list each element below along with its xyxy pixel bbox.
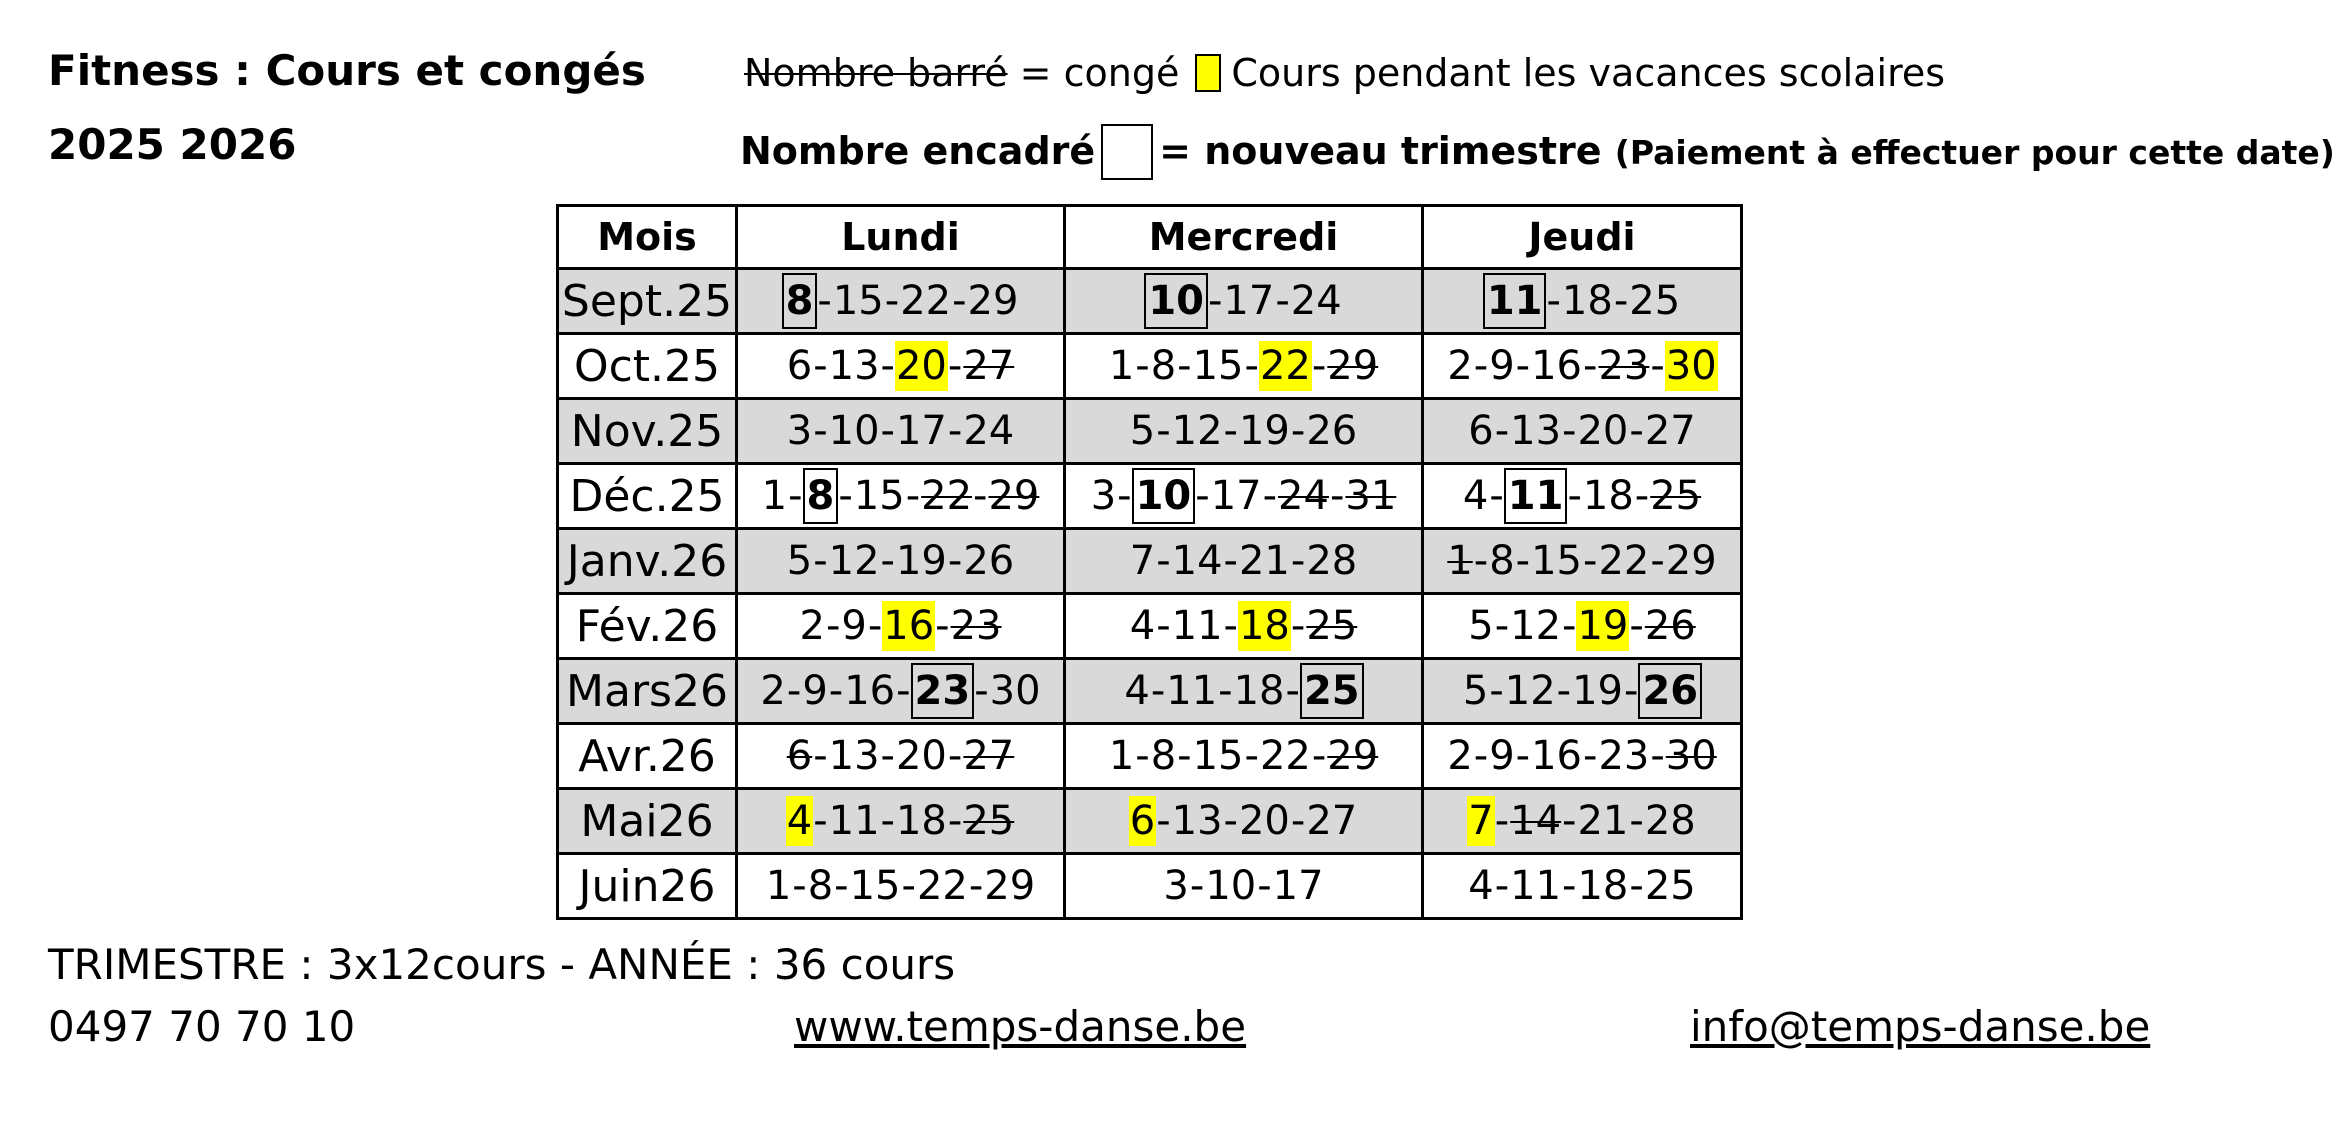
date: 17	[1223, 278, 1275, 324]
date-separator: -	[813, 538, 828, 584]
mercredi-dates-cell	[1065, 334, 1423, 399]
date-holiday-off: 29	[988, 473, 1040, 519]
date-separator: -	[1494, 863, 1510, 909]
table-row	[558, 334, 1742, 399]
date-new-trimester: 8	[782, 273, 818, 329]
date-separator: -	[1223, 538, 1238, 584]
date: 27	[1644, 408, 1696, 454]
course-calendar-table	[556, 204, 1743, 920]
jeudi-dates-cell	[1423, 399, 1742, 464]
header-jeudi: Jeudi	[1423, 206, 1742, 269]
legend-framed-meaning: = nouveau trimestre	[1159, 129, 1602, 173]
date-separator: -	[1311, 733, 1327, 779]
date: 15	[849, 863, 901, 909]
jeudi-dates-cell	[1423, 724, 1742, 789]
table-row	[558, 659, 1742, 724]
date-holiday-off: 1	[1447, 538, 1473, 584]
date-separator: -	[1515, 733, 1531, 779]
date-separator: -	[1177, 343, 1192, 389]
date: 9	[841, 603, 867, 649]
date-separator: -	[1473, 343, 1489, 389]
date-separator: -	[935, 603, 950, 649]
legend-line-holidays	[744, 51, 1946, 95]
date-separator: -	[1489, 668, 1504, 714]
date: 24	[1290, 278, 1342, 324]
date-separator: -	[1515, 343, 1531, 389]
date: 17	[895, 408, 947, 454]
date-separator: -	[1473, 538, 1489, 584]
date: 1	[761, 473, 788, 519]
mercredi-dates-cell	[1065, 529, 1423, 594]
date-separator: -	[880, 343, 895, 389]
date-separator: -	[880, 733, 895, 779]
date: 20	[1577, 408, 1629, 454]
date-separator: -	[1624, 668, 1639, 714]
date: 2	[799, 603, 825, 649]
date-separator: -	[1650, 733, 1665, 779]
jeudi-dates-cell	[1423, 529, 1742, 594]
date-separator: -	[968, 863, 984, 909]
date: 6	[1468, 408, 1494, 454]
lundi-dates-cell	[737, 594, 1065, 659]
jeudi-dates-cell	[1423, 334, 1742, 399]
month-cell: Fév.26	[558, 594, 737, 659]
date-separator: -	[974, 668, 989, 714]
date: 19	[1572, 668, 1624, 714]
date-new-trimester: 26	[1638, 663, 1702, 719]
lundi-dates-cell	[737, 529, 1065, 594]
legend-line-trimester	[740, 124, 2335, 180]
date-separator: -	[1583, 538, 1598, 584]
date-separator: -	[813, 408, 828, 454]
lundi-dates-cell	[737, 659, 1065, 724]
date-holiday-off: 24	[1278, 473, 1329, 519]
date-new-trimester: 10	[1132, 468, 1196, 524]
date-separator: -	[1629, 408, 1644, 454]
date-separator: -	[817, 278, 832, 324]
course-count-info: TRIMESTRE : 3x12cours - ANNÉE : 36 cours	[48, 940, 956, 989]
date: 24	[963, 408, 1015, 454]
date-separator: -	[1195, 473, 1210, 519]
date: 8	[1150, 733, 1177, 779]
date-separator: -	[828, 668, 844, 714]
date-separator: -	[1311, 343, 1327, 389]
date-school-vacation-class: 18	[1238, 603, 1290, 649]
date-school-vacation-class: 22	[1259, 343, 1311, 389]
date-school-vacation-class: 6	[1129, 798, 1156, 844]
date: 26	[963, 538, 1015, 584]
date-separator: -	[1629, 603, 1644, 649]
month-cell: Oct.25	[558, 334, 737, 399]
date-separator: -	[1562, 798, 1577, 844]
date: 2	[1447, 733, 1473, 779]
table-row	[558, 269, 1742, 334]
jeudi-dates-cell	[1423, 594, 1742, 659]
date-separator: -	[1613, 278, 1629, 324]
date-separator: -	[1562, 863, 1577, 909]
date: 1	[765, 863, 792, 909]
legend-holiday-swatch	[1195, 54, 1221, 92]
date: 4	[1468, 863, 1494, 909]
date: 18	[895, 798, 947, 844]
date: 16	[844, 668, 896, 714]
date-holiday-off: 22	[921, 473, 973, 519]
date-school-vacation-class: 30	[1665, 343, 1717, 389]
date: 17	[1272, 863, 1324, 909]
date: 8	[1489, 538, 1515, 584]
legend-framed-swatch	[1101, 124, 1153, 180]
date-separator: -	[1189, 863, 1205, 909]
date: 3	[1163, 863, 1189, 909]
date-separator: -	[1650, 538, 1665, 584]
phone-number: 0497 70 70 10	[48, 1002, 356, 1051]
date: 7	[1129, 538, 1156, 584]
date-separator: -	[1275, 278, 1290, 324]
date-separator: -	[947, 343, 963, 389]
date: 13	[1510, 408, 1562, 454]
date-new-trimester: 11	[1483, 273, 1547, 329]
date: 26	[1306, 408, 1358, 454]
date: 15	[1531, 538, 1582, 584]
jeudi-dates-cell	[1423, 659, 1742, 724]
date: 18	[1582, 473, 1634, 519]
date-separator: -	[1290, 408, 1306, 454]
date: 5	[1462, 668, 1489, 714]
month-cell: Mai26	[558, 789, 737, 854]
page-title: Fitness : Cours et congés	[48, 46, 646, 95]
date: 17	[1210, 473, 1262, 519]
table-row	[558, 399, 1742, 464]
date-separator: -	[1562, 408, 1577, 454]
date-separator: -	[1494, 603, 1510, 649]
date-separator: -	[884, 278, 900, 324]
month-cell: Juin26	[558, 854, 737, 919]
mercredi-dates-cell	[1065, 854, 1423, 919]
date-separator: -	[947, 408, 963, 454]
legend-payment-note: (Paiement à effectuer pour cette date)	[1614, 133, 2335, 172]
date-school-vacation-class: 19	[1577, 603, 1629, 649]
date: 1	[1108, 343, 1135, 389]
date: 28	[1306, 538, 1358, 584]
date: 15	[832, 278, 884, 324]
date: 13	[828, 733, 880, 779]
date-school-vacation-class: 7	[1468, 798, 1494, 844]
date: 13	[1171, 798, 1223, 844]
date-separator: -	[1244, 343, 1259, 389]
date-separator: -	[1494, 408, 1510, 454]
date: 14	[1171, 538, 1223, 584]
date-holiday-off: 14	[1510, 798, 1562, 844]
date-separator: -	[1135, 733, 1150, 779]
date-separator: -	[947, 733, 963, 779]
date-separator: -	[1546, 278, 1561, 324]
jeudi-dates-cell	[1423, 269, 1742, 334]
lundi-dates-cell	[737, 789, 1065, 854]
date: 29	[967, 278, 1019, 324]
date: 12	[828, 538, 880, 584]
date: 8	[1150, 343, 1177, 389]
jeudi-dates-cell	[1423, 464, 1742, 529]
date: 18	[1577, 863, 1629, 909]
date: 9	[802, 668, 828, 714]
month-cell: Mars26	[558, 659, 737, 724]
date-separator: -	[1290, 798, 1306, 844]
date: 11	[1171, 603, 1223, 649]
date-holiday-off: 29	[1327, 733, 1379, 779]
date-separator: -	[1135, 343, 1150, 389]
date-school-vacation-class: 4	[786, 798, 813, 844]
date-separator: -	[973, 473, 988, 519]
date-separator: -	[1244, 733, 1259, 779]
date: 13	[828, 343, 880, 389]
date-separator: -	[1150, 668, 1166, 714]
date-holiday-off: 25	[963, 798, 1015, 844]
month-cell: Janv.26	[558, 529, 737, 594]
date-separator: -	[905, 473, 921, 519]
lundi-dates-cell	[737, 399, 1065, 464]
date-separator: -	[952, 278, 967, 324]
date-separator: -	[1223, 408, 1238, 454]
mercredi-dates-cell	[1065, 659, 1423, 724]
date: 16	[1531, 733, 1582, 779]
date-separator: -	[786, 668, 802, 714]
date-separator: -	[1629, 863, 1644, 909]
date-separator: -	[1583, 733, 1598, 779]
month-cell: Nov.25	[558, 399, 737, 464]
date: 29	[1665, 538, 1717, 584]
date-separator: -	[813, 798, 828, 844]
date-holiday-off: 25	[1650, 473, 1702, 519]
date: 2	[760, 668, 786, 714]
date-separator: -	[1290, 538, 1306, 584]
date: 18	[1233, 668, 1285, 714]
date-holiday-off: 29	[1327, 343, 1379, 389]
date: 5	[1129, 408, 1156, 454]
date-separator: -	[1218, 668, 1233, 714]
date-holiday-off: 23	[950, 603, 1002, 649]
date: 4	[1129, 603, 1156, 649]
date-separator: -	[880, 408, 895, 454]
date: 9	[1489, 343, 1515, 389]
date-holiday-off: 30	[1665, 733, 1717, 779]
header-mercredi: Mercredi	[1065, 206, 1423, 269]
date: 5	[1468, 603, 1494, 649]
date: 22	[1259, 733, 1311, 779]
date-holiday-off: 26	[1644, 603, 1696, 649]
mercredi-dates-cell	[1065, 399, 1423, 464]
date-holiday-off: 27	[963, 343, 1015, 389]
date-separator: -	[825, 603, 841, 649]
date-holiday-off: 31	[1345, 473, 1397, 519]
date: 12	[1510, 603, 1562, 649]
date: 15	[853, 473, 905, 519]
date: 22	[900, 278, 952, 324]
header-lundi: Lundi	[737, 206, 1065, 269]
date: 3	[786, 408, 813, 454]
date: 28	[1644, 798, 1696, 844]
date: 11	[828, 798, 880, 844]
date-holiday-off: 25	[1306, 603, 1358, 649]
table-row	[558, 854, 1742, 919]
date-separator: -	[1223, 798, 1238, 844]
date-separator: -	[1223, 603, 1238, 649]
date-new-trimester: 11	[1504, 468, 1568, 524]
lundi-dates-cell	[737, 464, 1065, 529]
date-separator: -	[880, 538, 895, 584]
date: 21	[1238, 538, 1290, 584]
jeudi-dates-cell	[1423, 789, 1742, 854]
date: 19	[1238, 408, 1290, 454]
date: 25	[1644, 863, 1696, 909]
legend-strike-sample: Nombre barré	[744, 51, 1008, 95]
date-separator: -	[1634, 473, 1650, 519]
date: 10	[828, 408, 880, 454]
date-separator: -	[1650, 343, 1665, 389]
date-school-vacation-class: 16	[883, 603, 935, 649]
month-cell: Déc.25	[558, 464, 737, 529]
date: 3	[1090, 473, 1117, 519]
date: 29	[984, 863, 1036, 909]
date-holiday-off: 23	[1598, 343, 1650, 389]
website-link[interactable]: www.temps-danse.be	[794, 1002, 1247, 1051]
date-separator: -	[1156, 798, 1171, 844]
date-separator: -	[880, 798, 895, 844]
date-separator: -	[947, 538, 963, 584]
date-separator: -	[1117, 473, 1132, 519]
date: 20	[895, 733, 947, 779]
date-separator: -	[1567, 473, 1582, 519]
mercredi-dates-cell	[1065, 789, 1423, 854]
date: 25	[1629, 278, 1681, 324]
date: 1	[1108, 733, 1135, 779]
date-holiday-off: 6	[786, 733, 813, 779]
date: 21	[1577, 798, 1629, 844]
date-separator: -	[947, 798, 963, 844]
table-row	[558, 529, 1742, 594]
date: 15	[1192, 343, 1244, 389]
table-row	[558, 724, 1742, 789]
date: 4	[1462, 473, 1489, 519]
date-separator: -	[1177, 733, 1192, 779]
date-separator: -	[788, 473, 803, 519]
table-row	[558, 789, 1742, 854]
legend-holiday-meaning: Cours pendant les vacances scolaires	[1231, 51, 1946, 95]
date-separator: -	[1515, 538, 1531, 584]
jeudi-dates-cell	[1423, 854, 1742, 919]
date-separator: -	[813, 343, 828, 389]
table-header-row	[558, 206, 1742, 269]
date: 18	[1561, 278, 1613, 324]
date: 20	[1238, 798, 1290, 844]
date: 12	[1171, 408, 1223, 454]
date-separator: -	[1556, 668, 1572, 714]
date-separator: -	[1156, 603, 1171, 649]
date-separator: -	[1257, 863, 1272, 909]
date: 23	[1598, 733, 1650, 779]
legend-strike-meaning: = congé	[1007, 51, 1180, 95]
date-new-trimester: 8	[803, 468, 839, 524]
date-separator: -	[1156, 538, 1171, 584]
mercredi-dates-cell	[1065, 724, 1423, 789]
date-separator: -	[1290, 603, 1306, 649]
date: 10	[1205, 863, 1257, 909]
date-separator: -	[1494, 798, 1510, 844]
date-separator: -	[1207, 278, 1223, 324]
lundi-dates-cell	[737, 724, 1065, 789]
lundi-dates-cell	[737, 269, 1065, 334]
date-separator: -	[834, 863, 849, 909]
date: 27	[1306, 798, 1358, 844]
date: 9	[1489, 733, 1515, 779]
date: 22	[1598, 538, 1650, 584]
table-row	[558, 464, 1742, 529]
date: 11	[1166, 668, 1218, 714]
date: 30	[989, 668, 1041, 714]
lundi-dates-cell	[737, 854, 1065, 919]
date-separator: -	[1583, 343, 1598, 389]
date: 15	[1192, 733, 1244, 779]
date-separator: -	[1156, 408, 1171, 454]
header-mois: Mois	[558, 206, 737, 269]
date: 8	[807, 863, 834, 909]
date-school-vacation-class: 20	[895, 343, 947, 389]
legend-framed-sample: Nombre encadré	[740, 129, 1096, 173]
month-cell: Avr.26	[558, 724, 737, 789]
mercredi-dates-cell	[1065, 594, 1423, 659]
date: 2	[1447, 343, 1473, 389]
date-separator: -	[1629, 798, 1644, 844]
date-separator: -	[1562, 603, 1577, 649]
email-link[interactable]: info@temps-danse.be	[1690, 1002, 2151, 1051]
date-separator: -	[896, 668, 911, 714]
season-years: 2025 2026	[48, 120, 297, 169]
date: 11	[1510, 863, 1562, 909]
date-separator: -	[1473, 733, 1489, 779]
date-separator: -	[838, 473, 853, 519]
date-separator: -	[867, 603, 883, 649]
date: 5	[786, 538, 813, 584]
date: 22	[916, 863, 968, 909]
date-separator: -	[901, 863, 916, 909]
mercredi-dates-cell	[1065, 269, 1423, 334]
date-new-trimester: 23	[911, 663, 975, 719]
date-separator: -	[1262, 473, 1278, 519]
date: 19	[895, 538, 947, 584]
date-separator: -	[1285, 668, 1300, 714]
date-new-trimester: 10	[1144, 273, 1208, 329]
date-new-trimester: 25	[1300, 663, 1364, 719]
date-holiday-off: 27	[963, 733, 1015, 779]
date-separator: -	[1489, 473, 1504, 519]
lundi-dates-cell	[737, 334, 1065, 399]
date: 16	[1531, 343, 1582, 389]
date: 6	[786, 343, 813, 389]
table-row	[558, 594, 1742, 659]
date: 4	[1124, 668, 1150, 714]
date: 12	[1504, 668, 1556, 714]
date-separator: -	[813, 733, 828, 779]
mercredi-dates-cell	[1065, 464, 1423, 529]
date-separator: -	[1329, 473, 1345, 519]
date-separator: -	[792, 863, 807, 909]
month-cell: Sept.25	[558, 269, 737, 334]
